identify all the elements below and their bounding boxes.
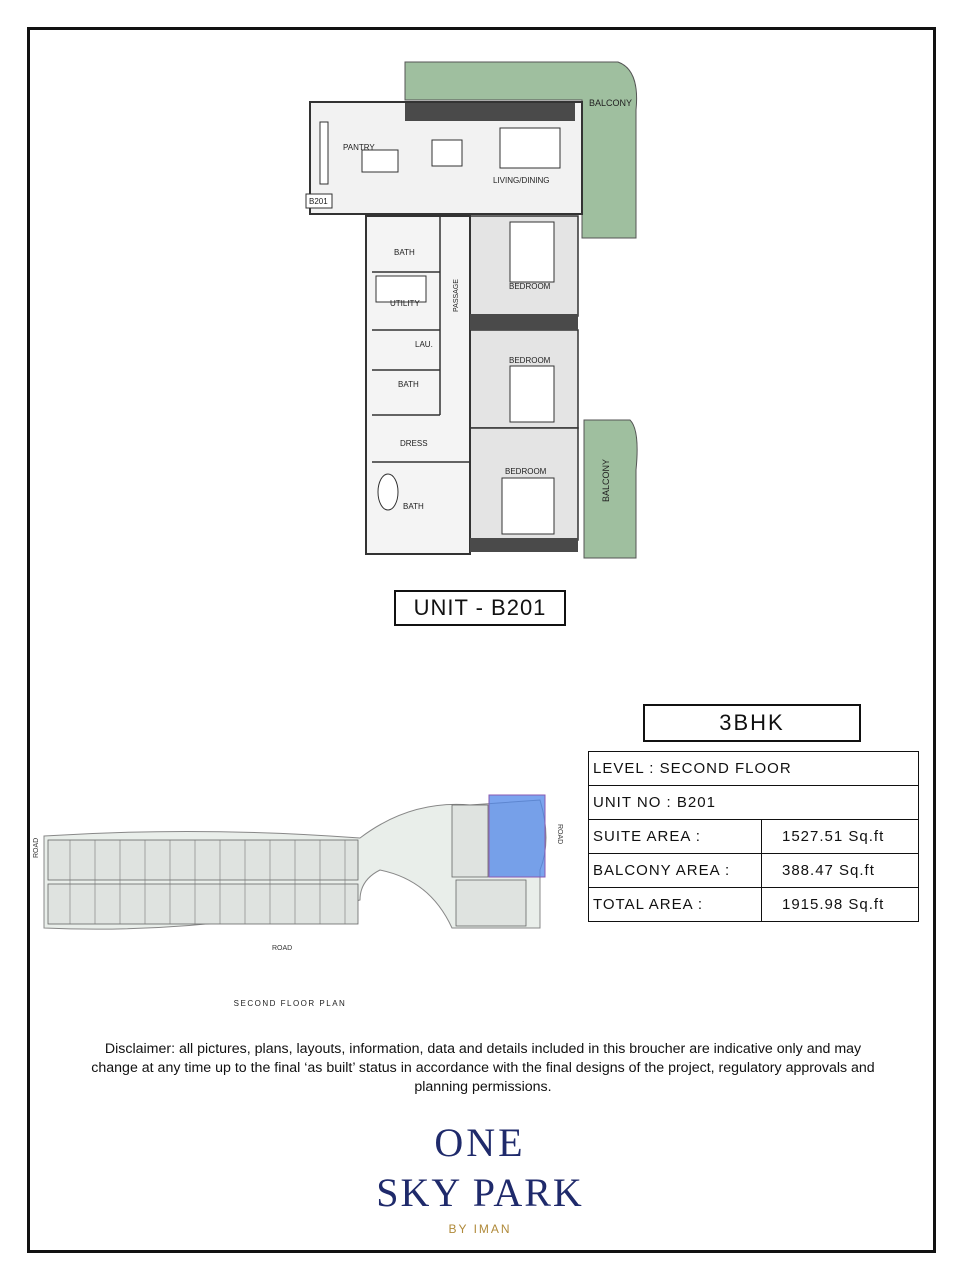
spec-label: BALCONY AREA : xyxy=(589,854,762,888)
room-label-laundry: LAU. xyxy=(415,340,433,349)
room-label-bedroom-3: BEDROOM xyxy=(505,467,547,476)
wall-beam xyxy=(470,538,578,552)
spec-row-total-area xyxy=(589,888,919,922)
plan-caption: SECOND FLOOR PLAN xyxy=(233,999,347,1008)
spec-label: TOTAL AREA : xyxy=(589,888,762,922)
disclaimer-text: Disclaimer: all pictures, plans, layouts, information, data and details included in this broucher are indicative only and may change at any time up to the final ‘as built’ status in accordance with the final designs of the project, regulatory approvals and planning permissions. xyxy=(91,1041,875,1095)
logo-line-one: ONE xyxy=(434,1120,526,1165)
room-label-living-dining: LIVING/DINING xyxy=(493,176,550,185)
level-cell: LEVEL : SECOND FLOOR xyxy=(589,752,919,786)
logo-line-by-iman: BY IMAN xyxy=(448,1222,512,1236)
wall-beam xyxy=(470,314,578,330)
logo-line-sky-park: SKY PARK xyxy=(376,1170,584,1215)
room-label-balcony-side: BALCONY xyxy=(601,458,611,502)
one-sky-park-logo xyxy=(350,1118,610,1243)
room-label-dress: DRESS xyxy=(400,439,428,448)
spec-table xyxy=(588,751,919,922)
spec-row-suite-area xyxy=(589,820,919,854)
unit-floor-plan xyxy=(300,55,645,565)
second-floor-key-plan xyxy=(28,790,580,960)
unit-tag: B201 xyxy=(309,197,328,206)
bhk-label: 3BHK xyxy=(643,704,861,742)
road-label-left: ROAD xyxy=(33,837,40,858)
unit-no-cell: UNIT NO : B201 xyxy=(589,786,919,820)
spec-value: 1915.98 Sq.ft xyxy=(762,888,919,922)
room-label-pantry: PANTRY xyxy=(343,143,375,152)
room-label-bath-1: BATH xyxy=(394,248,415,257)
spec-value: 1527.51 Sq.ft xyxy=(762,820,919,854)
room-label-bedroom-1: BEDROOM xyxy=(509,282,551,291)
spec-row-level xyxy=(589,752,919,786)
unit-label: UNIT - B201 xyxy=(394,590,566,626)
road-label-right: ROAD xyxy=(556,824,563,845)
spec-label: SUITE AREA : xyxy=(589,820,762,854)
unit-highlight xyxy=(489,795,545,877)
spec-row-unit-no xyxy=(589,786,919,820)
room-label-bath-3: BATH xyxy=(403,502,424,511)
room-label-balcony-top: BALCONY xyxy=(589,98,633,108)
room-label-passage: PASSAGE xyxy=(453,279,460,312)
road-label-bottom: ROAD xyxy=(272,945,293,952)
room-label-bedroom-2: BEDROOM xyxy=(509,356,551,365)
spec-value: 388.47 Sq.ft xyxy=(762,854,919,888)
room-label-utility: UTILITY xyxy=(390,299,420,308)
spec-row-balcony-area xyxy=(589,854,919,888)
room-label-bath-2: BATH xyxy=(398,380,419,389)
wall-beam xyxy=(405,103,575,121)
